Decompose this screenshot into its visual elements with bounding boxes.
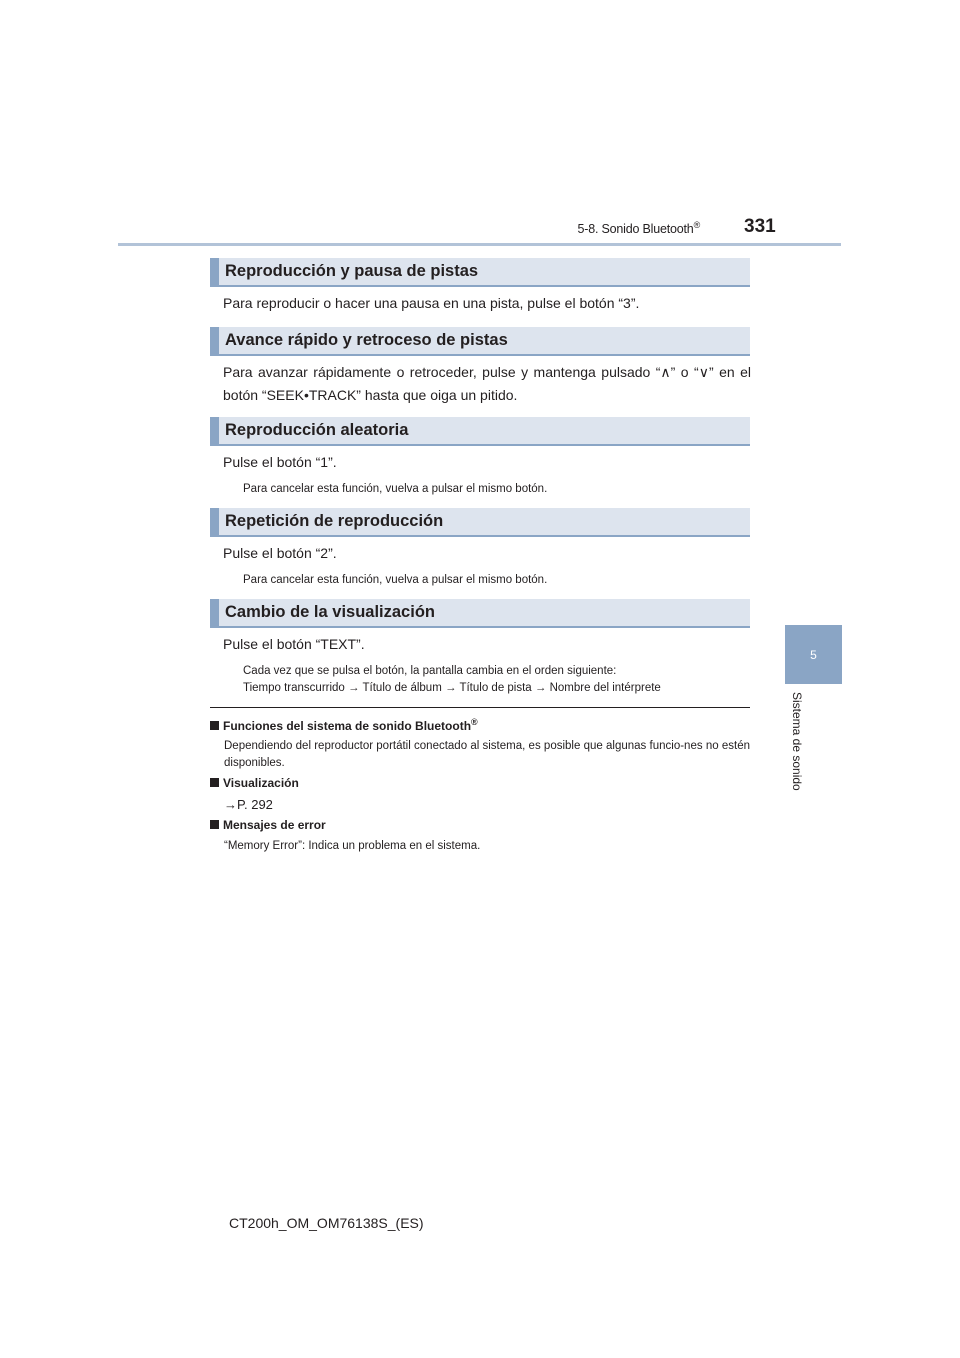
section-note-random: Para cancelar esta función, vuelva a pulsar el mismo botón. [243, 483, 548, 495]
info-heading-errors [210, 818, 326, 832]
registered-mark: ® [693, 220, 700, 230]
square-bullet-icon [210, 820, 219, 829]
document-code: CT200h_OM_OM76138S_(ES) [229, 1215, 424, 1231]
square-bullet-icon [210, 721, 219, 730]
section-note-display-line2: Tiempo transcurrido → Título de álbum → Título de pista → Nombre del intérprete [243, 682, 661, 694]
page-number: 331 [744, 216, 776, 237]
chapter-label: Sistema de sonido [790, 692, 804, 791]
info-text-display: →P. 292 [224, 797, 273, 812]
section-text-display: Pulse el botón “TEXT”. [223, 636, 365, 652]
info-text-functions: Dependiendo del reproductor portátil conectado al sistema, es posible que algunas funcio-nes no estén disponibles. [224, 740, 750, 769]
chapter-tab [785, 625, 842, 684]
section-text-repeat: Pulse el botón “2”. [223, 545, 337, 561]
section-note-display-line1: Cada vez que se pulsa el botón, la pantalla cambia en el orden siguiente: [243, 665, 617, 677]
registered-mark: ® [471, 717, 478, 727]
section-heading-display: Cambio de la visualización [210, 599, 750, 628]
section-text-play-pause: Para reproducir o hacer una pausa en una pista, pulse el botón “3”. [223, 295, 640, 311]
section-heading-play-pause: Reproducción y pausa de pistas [210, 258, 750, 287]
section-text-fast-forward: Para avanzar rápidamente o retroceder, pulse y mantenga pulsado “∧” o “∨” en el botón “SEEK•TRACK” hasta que oiga un pitido. [223, 364, 751, 403]
info-heading-errors-text: Mensajes de error [223, 818, 326, 832]
section-heading-repeat: Repetición de reproducción [210, 508, 750, 537]
header-rule [118, 243, 841, 246]
section-heading-random: Reproducción aleatoria [210, 417, 750, 446]
section-text-random: Pulse el botón “1”. [223, 454, 337, 470]
info-heading-functions [210, 717, 478, 733]
info-heading-display [210, 776, 299, 790]
chapter-number: 5 [810, 647, 817, 662]
info-heading-functions-text: Funciones del sistema de sonido Bluetooth [223, 719, 472, 733]
square-bullet-icon [210, 778, 219, 787]
info-text-errors: “Memory Error”: Indica un problema en el sistema. [224, 840, 481, 852]
section-note-repeat: Para cancelar esta función, vuelva a pulsar el mismo botón. [243, 574, 548, 586]
running-header [540, 220, 700, 236]
info-heading-display-text: Visualización [223, 776, 299, 790]
divider [210, 707, 750, 708]
section-heading-fast-forward: Avance rápido y retroceso de pistas [210, 327, 750, 356]
running-header-text: 5-8. Sonido Bluetooth [577, 222, 694, 237]
